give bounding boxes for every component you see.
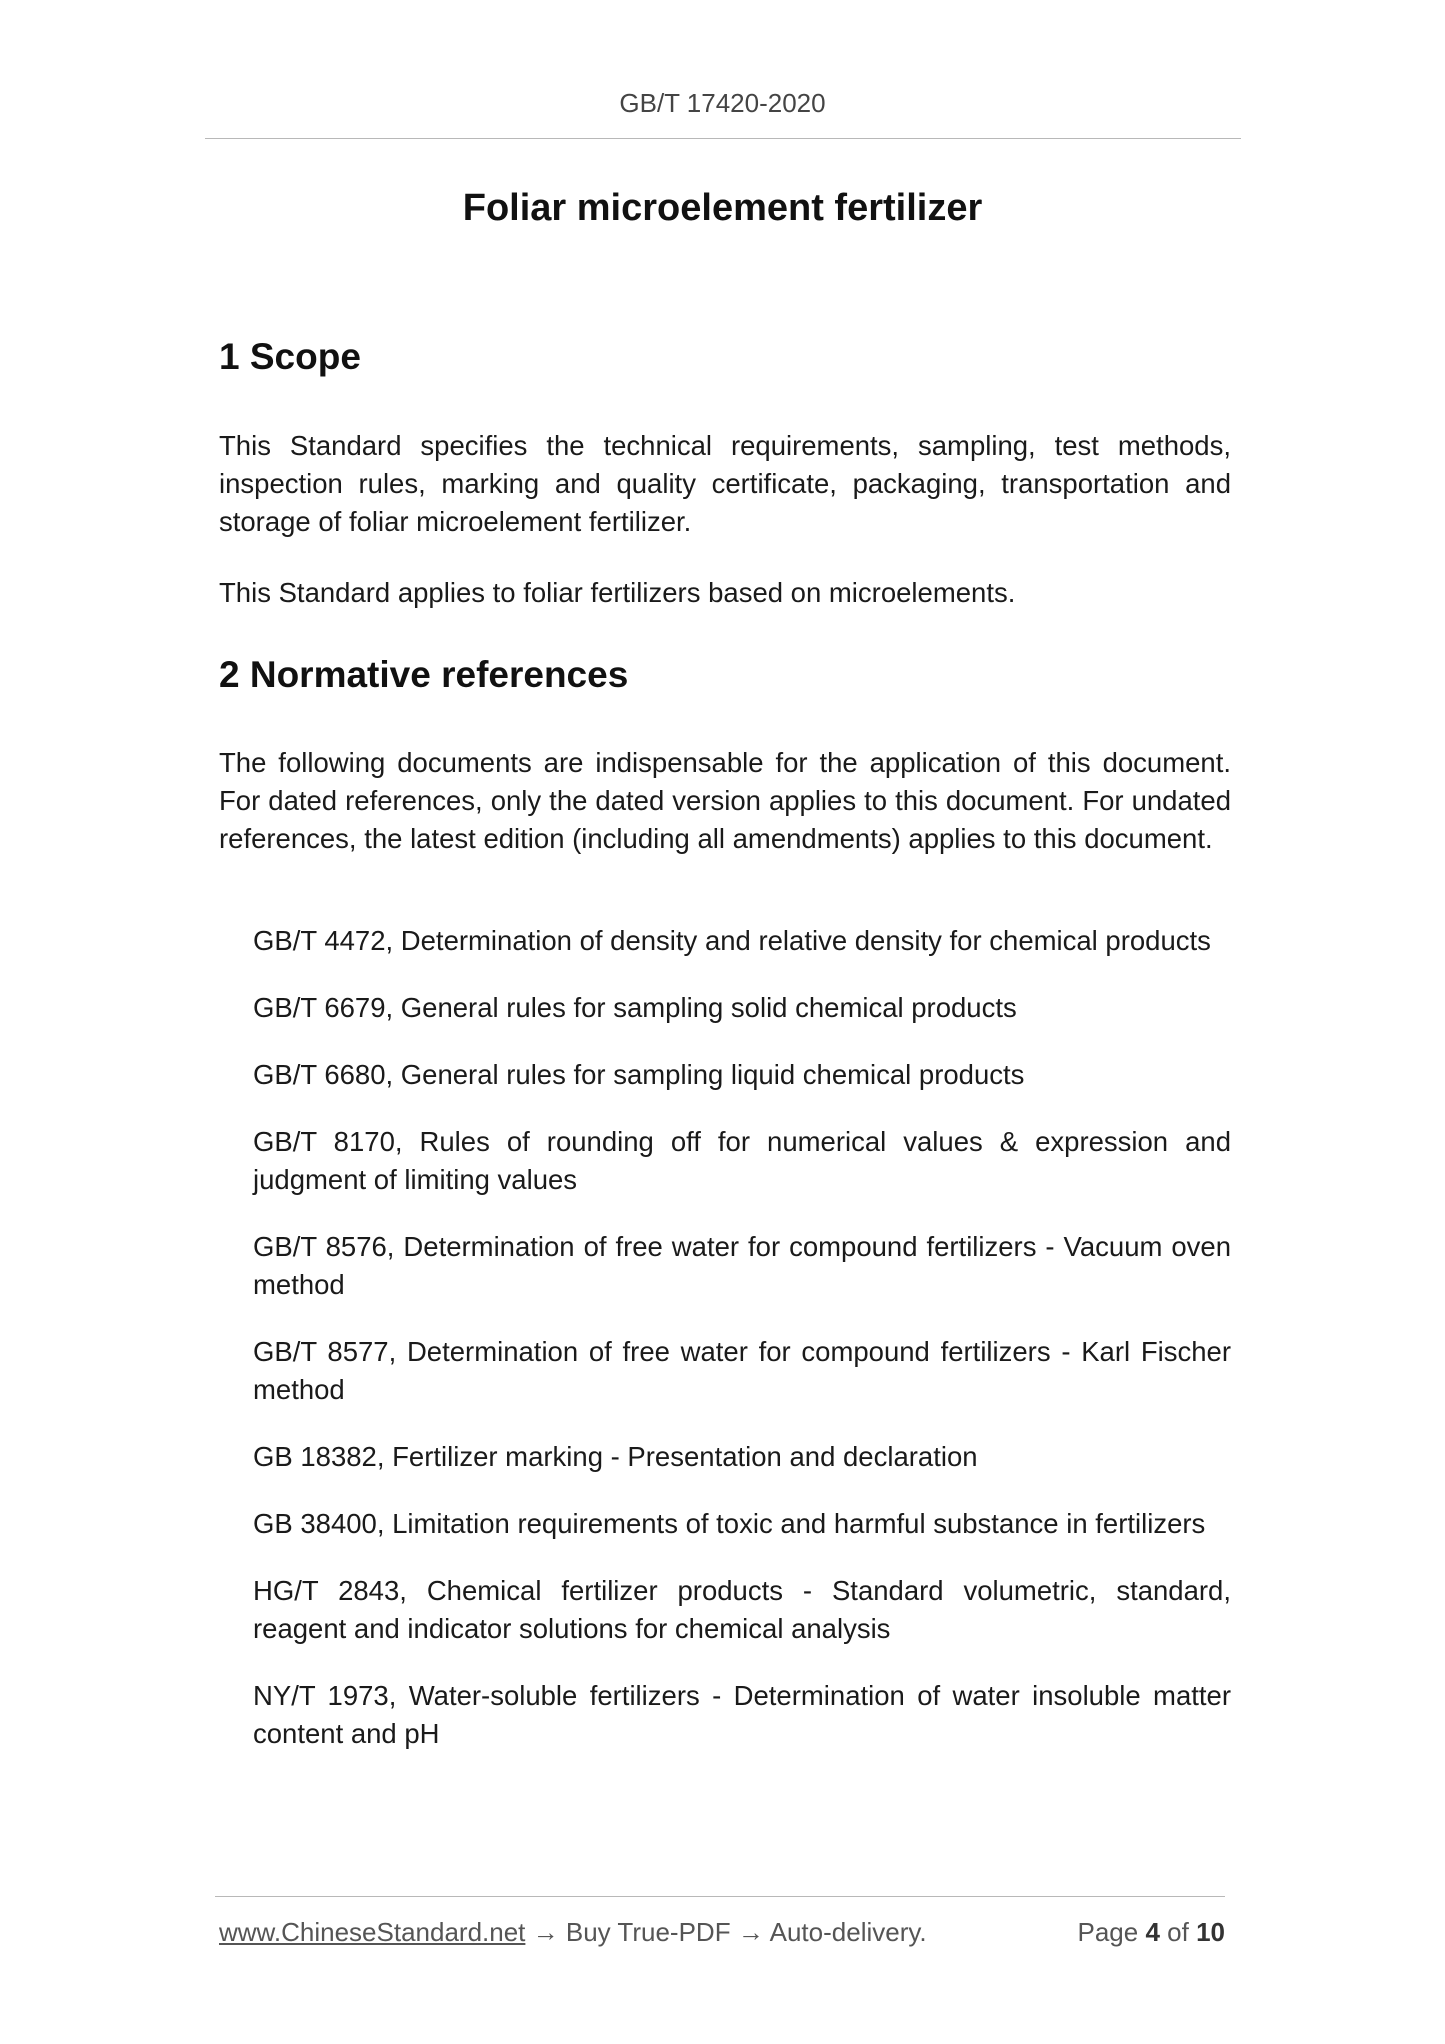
reference-item: GB/T 6679, General rules for sampling solid chemical products [253,992,1017,1023]
document-title: Foliar microelement fertilizer [462,187,983,229]
reference-item: HG/T 2843, Chemical fertilizer products - Standard volumetric, standard, reagent and indicator solutions for chemical analysis [253,1575,1231,1644]
reference-item: GB 18382, Fertilizer marking - Presentation and declaration [253,1441,978,1472]
scope-applicability-paragraph: This Standard applies to foliar fertilizers based on microelements. [219,577,1016,608]
buy-true-pdf-text: Buy True-PDF [565,1917,731,1947]
reference-list [253,922,1231,1782]
reference-item: GB/T 4472, Determination of density and relative density for chemical products [253,925,1211,956]
site-link[interactable]: www.ChineseStandard.net [219,1917,526,1947]
arrow-right-icon: → [737,1917,764,1947]
page-indicator [1077,1917,1225,1948]
normative-intro-paragraph: The following documents are indispensable for the application of this document. For dated references, only the dated version applies to this document. For undated references, the latest edition (including all amendments) applies to this document. [219,747,1231,854]
reference-item: NY/T 1973, Water-soluble fertilizers - Determination of water insoluble matter content and pH [253,1680,1231,1749]
total-page-number: 10 [1196,1917,1225,1947]
scope-paragraph: This Standard specifies the technical requirements, sampling, test methods, inspection rules, marking and quality certificate, packaging, transportation and storage of foliar microelement fertilizer. [219,430,1231,537]
reference-item: GB 38400, Limitation requirements of toxic and harmful substance in fertilizers [253,1508,1206,1539]
of-label: of [1167,1917,1189,1947]
header-divider [205,138,1241,139]
reference-item: GB/T 6680, General rules for sampling liquid chemical products [253,1059,1025,1090]
reference-item: GB/T 8577, Determination of free water for compound fertilizers - Karl Fischer method [253,1336,1231,1405]
page-label: Page [1077,1917,1139,1947]
reference-item: GB/T 8576, Determination of free water for compound fertilizers - Vacuum oven method [253,1231,1231,1300]
section-heading-scope: 1 Scope [219,336,361,377]
arrow-right-icon: → [532,1917,559,1947]
running-header: GB/T 17420-2020 [619,88,826,118]
auto-delivery-text: Auto-delivery. [769,1917,927,1947]
section-heading-normative-references: 2 Normative references [219,654,629,695]
reference-item: GB/T 8170, Rules of rounding off for numerical values & expression and judgment of limiting values [253,1126,1231,1195]
footer-divider [215,1896,1225,1897]
footer-promo [219,1917,927,1948]
current-page-number: 4 [1145,1917,1160,1947]
